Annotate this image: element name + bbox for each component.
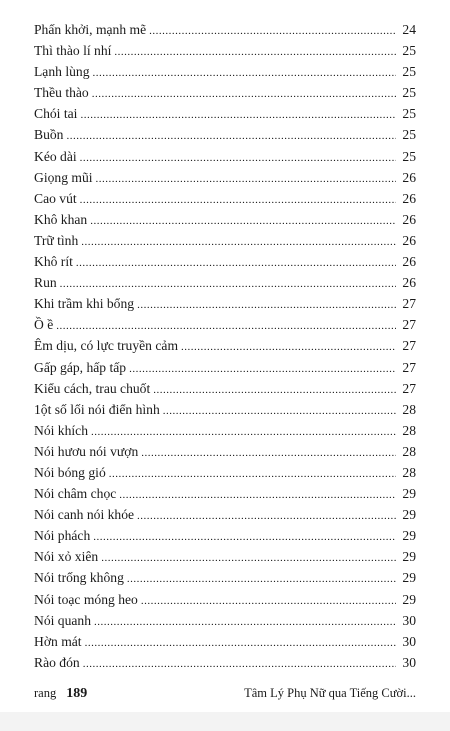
toc-entry-title: Êm dịu, có lực truyền cảm	[34, 338, 179, 354]
toc-entry-page: 28	[402, 464, 416, 480]
toc-entry-title: Giọng mũi	[34, 169, 93, 185]
toc-entry-title: Thì thào lí nhí	[34, 43, 112, 59]
dot-leader	[93, 527, 396, 548]
dot-leader	[137, 506, 396, 527]
toc-entry-page: 25	[402, 43, 416, 59]
dot-leader	[101, 548, 396, 569]
toc-entry-title: Kiểu cách, trau chuốt	[34, 380, 151, 396]
dot-leader	[93, 63, 397, 84]
dot-leader	[127, 569, 396, 590]
toc-entry	[34, 420, 416, 441]
dot-leader	[81, 232, 396, 253]
toc-entry-title: Nói bóng gió	[34, 464, 106, 480]
toc-entry	[34, 610, 416, 631]
page-label: rang	[34, 686, 57, 700]
toc-entry	[34, 61, 416, 82]
dot-leader	[80, 148, 396, 169]
toc-entry-title: Rào đón	[34, 654, 80, 670]
toc-entry-page: 26	[402, 254, 416, 270]
toc-entry-title: Chói tai	[34, 106, 78, 122]
dot-leader	[80, 105, 396, 126]
toc-entry	[34, 483, 416, 504]
dot-leader	[56, 316, 396, 337]
toc-entry-title: Phấn khởi, mạnh mẽ	[34, 22, 147, 37]
dot-leader	[76, 253, 396, 274]
dot-leader	[96, 169, 396, 190]
toc-entry-title: Nói phách	[34, 528, 91, 544]
toc-entry-title: Trữ tình	[34, 232, 79, 248]
toc-entry-title: Run	[34, 275, 57, 291]
dot-leader	[94, 612, 396, 633]
toc-entry-page: 28	[402, 401, 416, 417]
toc-entry-page: 26	[402, 211, 416, 227]
toc-entry	[34, 357, 416, 378]
toc-entry-page: 27	[402, 380, 416, 396]
toc-entry	[34, 631, 416, 652]
toc-entry-title: Buồn	[34, 127, 64, 143]
toc-entry	[34, 146, 416, 167]
toc-entry-title: Nói xỏ xiên	[34, 549, 99, 565]
dot-leader	[181, 337, 396, 358]
toc-entry-page: 25	[402, 148, 416, 164]
toc-entry	[34, 251, 416, 272]
dot-leader	[60, 274, 396, 295]
toc-entry-page: 30	[402, 633, 416, 649]
toc-entry	[34, 441, 416, 462]
toc-entry-title: Hờn mát	[34, 633, 82, 649]
toc-entry-title: Nói hươu nói vượn	[34, 443, 139, 459]
toc-entry-title: 1ột số lối nói điển hình	[34, 401, 160, 417]
toc-entry-page: 26	[402, 169, 416, 185]
toc-entry-title: Nói trống không	[34, 570, 124, 586]
book-title: Tâm Lý Phụ Nữ qua Tiếng Cười...	[244, 686, 416, 700]
toc-entry-page: 27	[402, 317, 416, 333]
toc-entry-title: Nói châm chọc	[34, 486, 117, 502]
dot-leader	[153, 380, 396, 401]
dot-leader	[91, 422, 396, 443]
toc-entry	[34, 230, 416, 251]
toc-entry-page: 29	[402, 570, 416, 586]
toc-entry-title: Thều thào	[34, 85, 89, 101]
toc-entry-page: 25	[402, 64, 416, 80]
dot-leader	[66, 126, 396, 147]
toc-entry	[34, 589, 416, 610]
dot-leader	[163, 401, 396, 422]
toc-entry	[34, 82, 416, 103]
dot-leader	[129, 359, 396, 380]
toc-entry-page: 30	[402, 654, 416, 670]
toc-entry-page: 29	[402, 507, 416, 523]
toc-entry	[34, 124, 416, 145]
toc-entry-title: Lạnh lùng	[34, 64, 90, 80]
dot-leader	[149, 21, 396, 42]
toc-entry-page: 29	[402, 549, 416, 565]
toc-entry	[34, 546, 416, 567]
toc-entry	[34, 209, 416, 230]
toc-entry-page: 25	[402, 127, 416, 143]
toc-entry	[34, 188, 416, 209]
toc-entry-page: 25	[402, 85, 416, 101]
toc-entry	[34, 103, 416, 124]
page-number: 189	[66, 686, 88, 701]
toc-entry-title: Ồ ề	[34, 317, 54, 333]
toc-entry-page: 29	[402, 591, 416, 607]
toc-entry-title: Khi trầm khi bổng	[34, 296, 135, 312]
toc-entry-page: 28	[402, 443, 416, 459]
toc-entry-page: 24	[402, 22, 416, 37]
toc-entry	[34, 504, 416, 525]
dot-leader	[137, 295, 396, 316]
toc-entry-title: Nói canh nói khóe	[34, 507, 135, 523]
dot-leader	[141, 443, 396, 464]
dot-leader	[85, 633, 396, 654]
footer-left	[34, 686, 87, 702]
table-of-contents	[34, 19, 416, 673]
toc-entry-title: Khô rít	[34, 254, 73, 270]
toc-entry-page: 27	[402, 359, 416, 375]
toc-entry	[34, 462, 416, 483]
dot-leader	[141, 591, 396, 612]
toc-entry	[34, 652, 416, 673]
dot-leader	[90, 211, 396, 232]
toc-entry-page: 30	[402, 612, 416, 628]
toc-entry	[34, 378, 416, 399]
toc-entry-title: Nói khích	[34, 422, 88, 438]
toc-entry-page: 29	[402, 486, 416, 502]
dot-leader	[80, 190, 396, 211]
dot-leader	[119, 485, 396, 506]
toc-entry	[34, 293, 416, 314]
toc-entry-title: Khô khan	[34, 211, 88, 227]
toc-entry	[34, 40, 416, 61]
toc-entry	[34, 272, 416, 293]
dot-leader	[109, 464, 396, 485]
toc-entry	[34, 167, 416, 188]
page-footer	[34, 686, 416, 702]
toc-entry	[34, 567, 416, 588]
dot-leader	[83, 654, 396, 675]
toc-entry-page: 26	[402, 232, 416, 248]
toc-entry-title: Kéo dài	[34, 148, 77, 164]
toc-entry	[34, 399, 416, 420]
toc-entry-page: 25	[402, 106, 416, 122]
dot-leader	[114, 42, 396, 63]
toc-entry-page: 27	[402, 296, 416, 312]
toc-entry	[34, 335, 416, 356]
toc-entry-title: Cao vút	[34, 190, 77, 206]
toc-entry-page: 26	[402, 190, 416, 206]
toc-entry	[34, 525, 416, 546]
toc-entry-page: 26	[402, 275, 416, 291]
toc-entry	[34, 314, 416, 335]
toc-entry-title: Nói quanh	[34, 612, 92, 628]
toc-entry-title: Nói toạc móng heo	[34, 591, 138, 607]
toc-entry-page: 29	[402, 528, 416, 544]
toc-entry-page: 28	[402, 422, 416, 438]
toc-entry-page: 27	[402, 338, 416, 354]
toc-entry	[34, 19, 416, 40]
dot-leader	[92, 84, 396, 105]
toc-entry-title: Gấp gáp, hấp tấp	[34, 359, 127, 375]
